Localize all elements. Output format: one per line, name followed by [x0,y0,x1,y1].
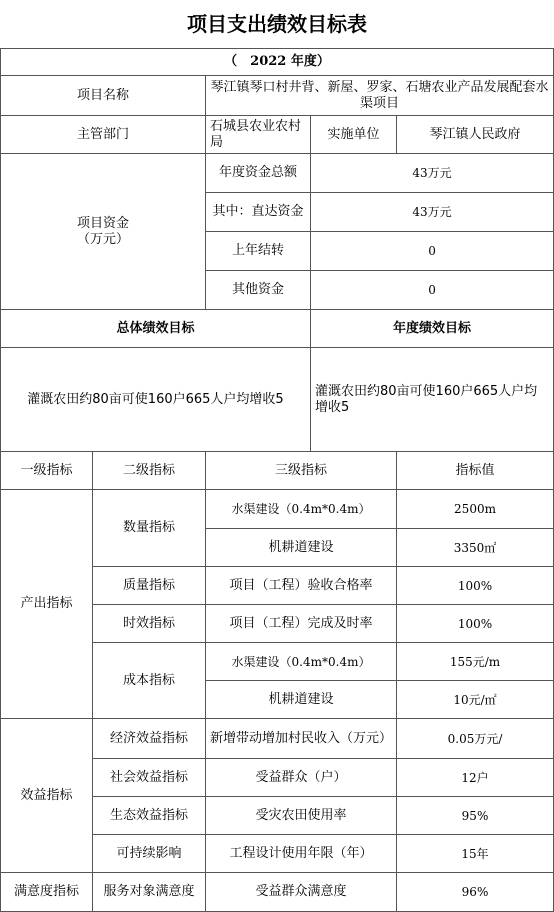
funds-label: 项目资金 （万元） [1,154,206,310]
funds-row-label: 其他资金 [206,271,311,310]
funds-row-label: 年度资金总额 [206,154,311,193]
funds-row-value: 0 [311,232,554,271]
header-level2: 二级指标 [93,452,206,490]
indicator-name: 受灾农田使用率 [206,797,397,835]
page-title: 项目支出绩效目标表 [187,12,368,36]
year-label: （ 2022 年度） [1,49,554,76]
indicator-value: 96% [397,873,554,912]
level2-economic: 经济效益指标 [93,719,206,759]
dept-label: 主管部门 [1,116,206,154]
indicator-name: 工程设计使用年限（年） [206,835,397,873]
level1-benefit: 效益指标 [1,719,93,873]
indicator-value: 100% [397,605,554,643]
level2-cost: 成本指标 [93,643,206,719]
annual-goal-text: 灌溉农田约80亩可使160户665人户均增收5 [311,348,554,452]
level2-social: 社会效益指标 [93,759,206,797]
header-value: 指标值 [397,452,554,490]
indicator-name: 机耕道建设 [206,681,397,719]
impl-value: 琴江镇人民政府 [397,116,554,154]
level2-service: 服务对象满意度 [93,873,206,912]
indicator-value: 10元/㎡ [397,681,554,719]
level2-sustainable: 可持续影响 [93,835,206,873]
indicator-value: 15年 [397,835,554,873]
level1-satisfaction: 满意度指标 [1,873,93,912]
funds-row-value: 43万元 [311,193,554,232]
indicator-value: 155元/m [397,643,554,681]
level1-output: 产出指标 [1,490,93,719]
funds-row-value: 0 [311,271,554,310]
indicator-value: 3350㎡ [397,529,554,567]
project-name-label: 项目名称 [1,76,206,116]
funds-row-value: 43万元 [311,154,554,193]
overall-goal-text: 灌溉农田约80亩可使160户665人户均增收5 [1,348,311,452]
dept-value: 石城县农业农村局 [206,116,311,154]
level2-ecological: 生态效益指标 [93,797,206,835]
indicator-name: 受益群众满意度 [206,873,397,912]
level2-timeliness: 时效指标 [93,605,206,643]
indicator-name: 水渠建设（0.4m*0.4m） [206,643,397,681]
annual-goal-header: 年度绩效目标 [311,310,554,348]
level2-quality: 质量指标 [93,567,206,605]
indicator-name: 项目（工程）验收合格率 [206,567,397,605]
indicator-name: 受益群众（户） [206,759,397,797]
header-level1: 一级指标 [1,452,93,490]
indicator-value: 0.05万元/ [397,719,554,759]
overall-goal-header: 总体绩效目标 [1,310,311,348]
indicator-name: 水渠建设（0.4m*0.4m） [206,490,397,529]
funds-row-label: 上年结转 [206,232,311,271]
indicator-value: 2500m [397,490,554,529]
indicator-name: 机耕道建设 [206,529,397,567]
header-level3: 三级指标 [206,452,397,490]
indicator-value: 95% [397,797,554,835]
level2-quantity: 数量指标 [93,490,206,567]
indicator-value: 12户 [397,759,554,797]
project-name-value: 琴江镇琴口村井背、新屋、罗家、石塘农业产品发展配套水渠项目 [206,76,554,116]
indicator-value: 100% [397,567,554,605]
funds-row-label: 其中：直达资金 [206,193,311,232]
indicator-name: 新增带动增加村民收入（万元） [206,719,397,759]
indicator-name: 项目（工程）完成及时率 [206,605,397,643]
impl-label: 实施单位 [311,116,397,154]
